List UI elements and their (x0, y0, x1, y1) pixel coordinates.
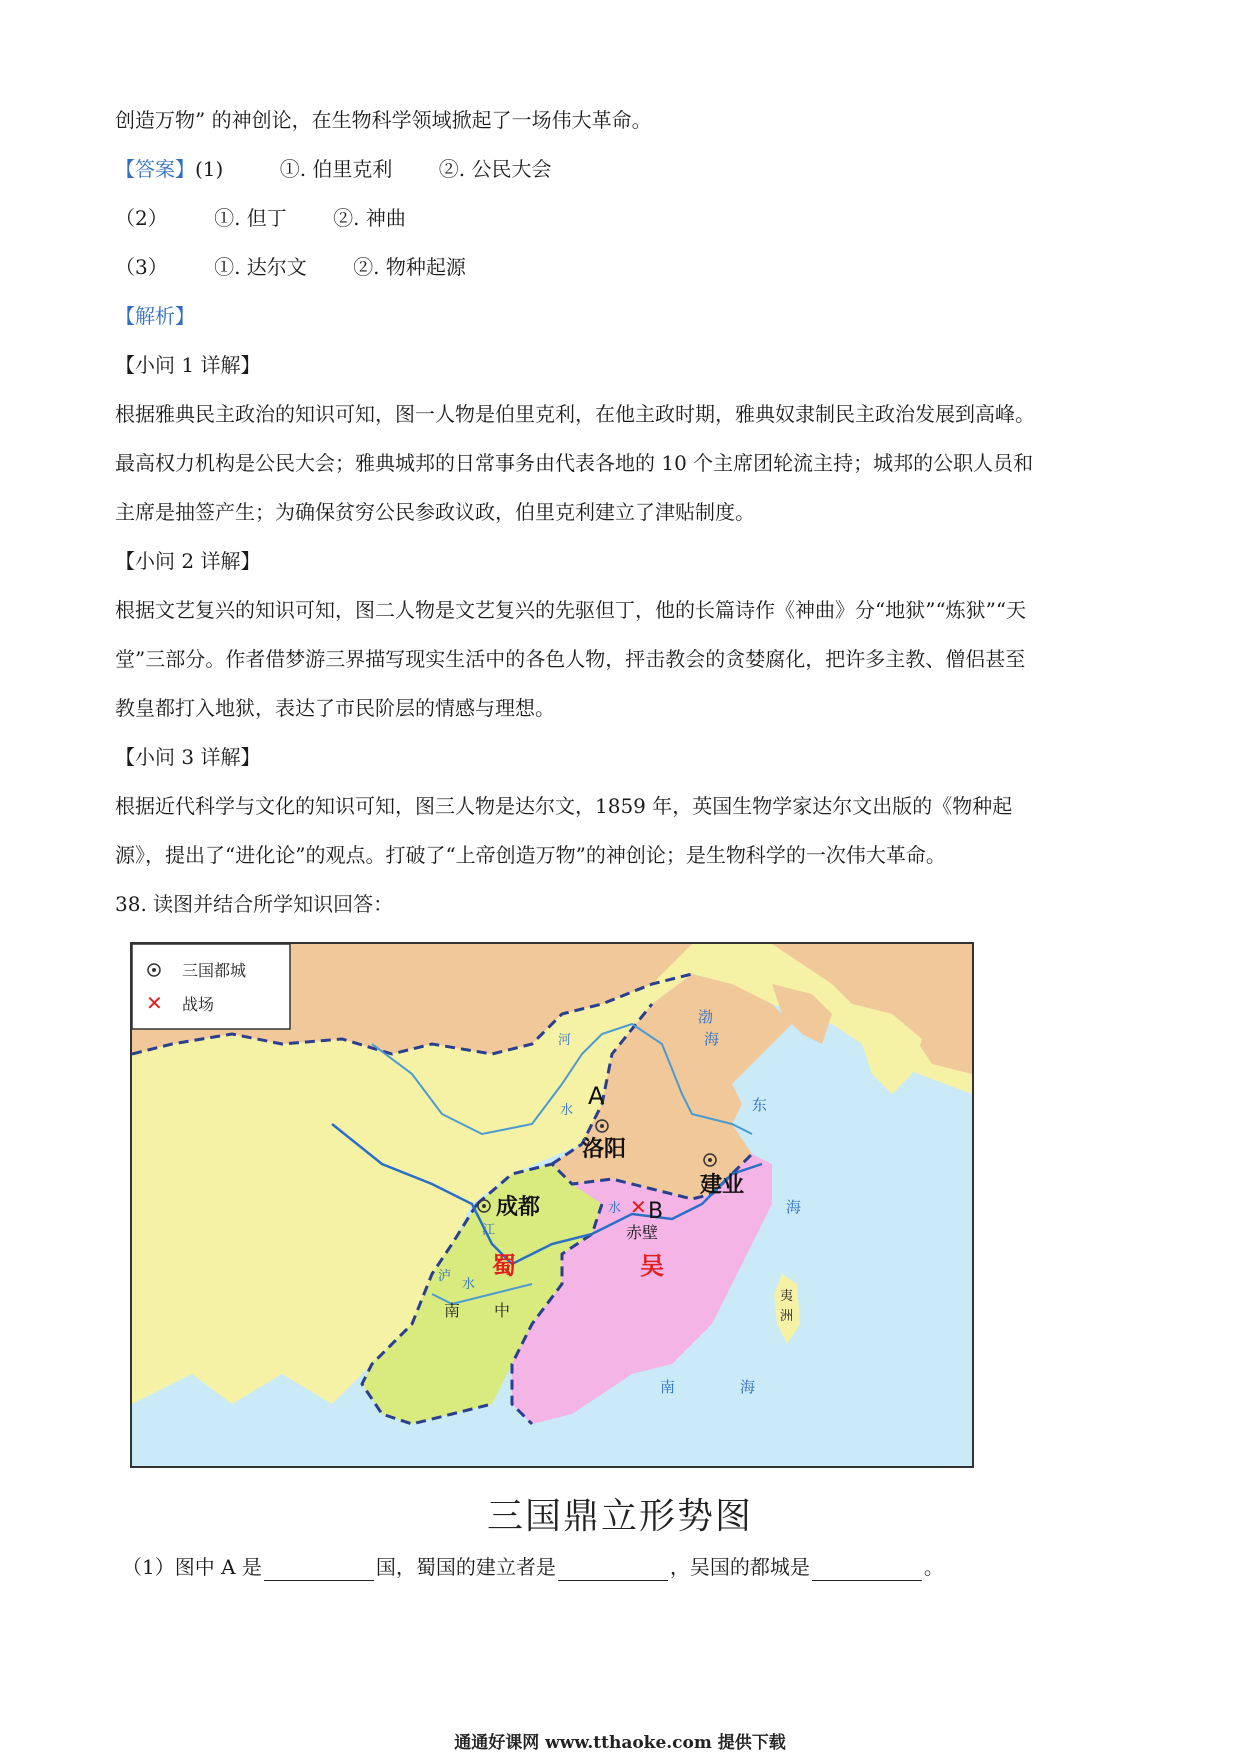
answer-item: ②. 公民大会 (438, 157, 552, 181)
legend-battle-label: 战场 (182, 995, 215, 1014)
text-line: 源》，提出了“进化论”的观点。打破了“上帝创造万物”的神创论；是生物科学的一次伟大革命。 (115, 843, 946, 867)
wu-label: 吴 (640, 1252, 664, 1280)
battle-symbol: ✕ (146, 991, 163, 1015)
question-1-heading: 【小问 1 详解】 (115, 353, 261, 377)
text-line: 根据文艺复兴的知识可知，图二人物是文艺复兴的先驱但丁，他的长篇诗作《神曲》分“地狱”“炼狱”“天 (115, 598, 1027, 622)
river-label: 泸 (438, 1269, 452, 1284)
question-text: （1）图中 A 是 (122, 1555, 262, 1579)
answer-item: ①. 伯里克利 (279, 157, 393, 181)
question-38: 38. 读图并结合所学知识回答： (115, 892, 394, 916)
legend-box (132, 944, 290, 1029)
donghai-label: 海 (786, 1198, 802, 1216)
nanzhong-label: 南 (444, 1301, 461, 1320)
bohai-label: 渤 (698, 1008, 714, 1026)
three-kingdoms-map (130, 942, 974, 1468)
nanzhong-label: 中 (494, 1301, 511, 1320)
legend-capital-label: 三国都城 (182, 961, 247, 980)
yizhou-label: 夷 (780, 1289, 794, 1304)
text-line: 根据近代科学与文化的知识可知，图三人物是达尔文，1859 年，英国生物学家达尔文出版的《物种起 (115, 794, 1013, 818)
question-2-heading: 【小问 2 详解】 (115, 549, 261, 573)
donghai-label: 东 (752, 1096, 768, 1114)
answer-blank[interactable] (558, 1560, 668, 1581)
shu-label: 蜀 (492, 1252, 516, 1280)
question-1-line (122, 1553, 944, 1581)
answer-number: （3） (115, 255, 168, 279)
answer-blank[interactable] (812, 1560, 922, 1581)
question-text: ，吴国的都城是 (669, 1555, 810, 1579)
river-label: 水 (462, 1277, 476, 1292)
chibi-label: 赤壁 (626, 1223, 659, 1242)
answer-item: ②. 神曲 (333, 206, 406, 230)
analysis-tag: 【解析】 (115, 304, 195, 328)
text-line: 最高权力机构是公民大会；雅典城邦的日常事务由代表各地的 10 个主席团轮流主持；城邦的公职人员和 (115, 451, 1034, 475)
bohai-label: 海 (704, 1030, 720, 1048)
luoyang-label: 洛阳 (582, 1137, 627, 1162)
label-b: B (648, 1199, 664, 1224)
river-label: 河 (558, 1033, 572, 1048)
answer-tag: 【答案】 (115, 157, 195, 181)
answer-number: (1) (195, 157, 224, 181)
footer: 通通好课网 www.tthaoke.com 提供下载 (454, 1733, 786, 1753)
text-line: 堂”三部分。作者借梦游三界描写现实生活中的各色人物，抨击教会的贪婪腐化，把许多主教、僧侣甚至 (115, 647, 1026, 671)
question-text: 国，蜀国的建立者是 (375, 1555, 556, 1579)
nanhai-label: 海 (740, 1378, 756, 1396)
river-label: 水 (560, 1103, 574, 1118)
river-label: 江 (482, 1223, 496, 1238)
map-title: 三国鼎立形势图 (486, 1496, 753, 1537)
jianye-label: 建业 (700, 1173, 745, 1198)
label-a: A (588, 1082, 605, 1110)
question-text: 。 (923, 1555, 944, 1579)
battle-symbol: ✕ (630, 1195, 647, 1219)
question-3-heading: 【小问 3 详解】 (115, 745, 261, 769)
answer-line-3 (115, 253, 466, 281)
answer-number: （2） (115, 206, 168, 230)
answer-blank[interactable] (264, 1560, 374, 1581)
river-label: 水 (608, 1201, 622, 1216)
text-line: 根据雅典民主政治的知识可知，图一人物是伯里克利，在他主政时期，雅典奴隶制民主政治发展到高峰。 (115, 402, 1035, 426)
text-line: 主席是抽签产生；为确保贫穷公民参政议政，伯里克利建立了津贴制度。 (115, 500, 755, 524)
answer-item: ②. 物种起源 (353, 255, 466, 279)
chengdu-label: 成都 (496, 1195, 541, 1220)
answer-line-1 (115, 155, 552, 183)
answer-item: ①. 但丁 (214, 206, 287, 230)
answer-item: ①. 达尔文 (214, 255, 307, 279)
text-line: 教皇都打入地狱，表达了市民阶层的情感与理想。 (115, 696, 555, 720)
nanhai-label: 南 (660, 1378, 676, 1396)
yizhou-label: 洲 (780, 1309, 794, 1324)
text-line: 创造万物” 的神创论，在生物科学领域掀起了一场伟大革命。 (115, 108, 652, 132)
answer-line-2 (115, 204, 406, 232)
